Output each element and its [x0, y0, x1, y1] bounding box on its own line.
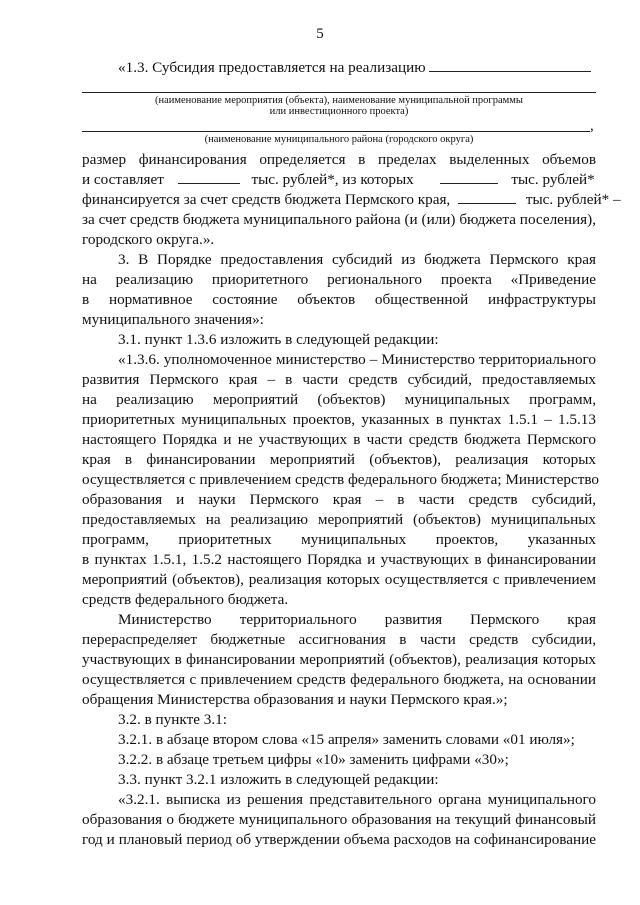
paragraph-line: 3. В Порядке предоставления субсидий из бюджета Пермского края — [118, 251, 596, 268]
paragraph-line: 3.2.2. в абзаце третьем цифры «10» заменить цифрами «30»; — [118, 751, 509, 768]
paragraph-line: на реализацию приоритетного регионального проекта «Приведение — [82, 271, 596, 288]
text-fragment: финансируется за счет средств бюджета Пермского края, — [82, 191, 451, 208]
paragraph-line: за счет средств бюджета муниципального района (и (или) бюджета поселения), — [82, 211, 596, 228]
paragraph-line: обращения Министерства образования и науки Пермского края.»; — [82, 691, 508, 708]
paragraph-line: края в финансировании мероприятий (объектов), реализация которых — [82, 451, 596, 468]
paragraph-line: 3.2.1. в абзаце втором слова «15 апреля» заменить словами «01 июля»; — [118, 731, 575, 748]
text-fragment: тыс. рублей*, из которых — [251, 171, 414, 188]
paragraph-line: 3.3. пункт 3.2.1 изложить в следующей редакции: — [118, 771, 439, 788]
blank-field — [178, 170, 240, 184]
paragraph-line: мероприятий (объектов), реализация которых осуществляется с привлечением — [82, 571, 596, 588]
paragraph-line — [82, 170, 596, 190]
paragraph-line: «3.2.1. выписка из решения представительного органа муниципального — [118, 791, 596, 808]
paragraph-line: развития Пермского края – в части средств субсидий, предоставляемых — [82, 371, 596, 388]
paragraph-line: 3.2. в пункте 3.1: — [118, 711, 227, 728]
comma: , — [590, 118, 594, 134]
blank-field — [440, 170, 498, 184]
caption-line: или инвестиционного проекта) — [269, 106, 409, 117]
paragraph-line: осуществляется с привлечением средств федерального бюджета, на основании — [82, 671, 596, 688]
text-fragment: тыс. рублей* – — [525, 191, 621, 208]
paragraph-line: образования и науки Пермского края – в части средств субсидий, — [82, 491, 596, 508]
text-1-3: «1.3. Субсидия предоставляется на реализацию — [118, 59, 426, 76]
blank-field — [458, 190, 516, 204]
paragraph-line: образования о бюджете муниципального образования на текущий финансовый — [82, 811, 596, 828]
paragraph-line: осуществляется с привлечением средств федерального бюджета; Министерство — [82, 471, 600, 488]
paragraph-line: настоящего Порядка и не участвующих в части средств бюджета Пермского — [82, 431, 596, 448]
blank-field — [429, 58, 591, 72]
paragraph-line: размер финансирования определяется в пределах выделенных объемов — [82, 151, 596, 168]
paragraph-line: в нормативное состояние объектов общественной инфраструктуры — [82, 291, 596, 308]
blank-line — [82, 92, 596, 93]
paragraph-line: «1.3.6. уполномоченное министерство – Министерство территориального — [118, 351, 596, 368]
paragraph-line: Министерство территориального развития Пермского края — [118, 611, 596, 628]
paragraph-line: год и плановый период об утверждении объема расходов на софинансирование — [82, 831, 596, 848]
page-number: 5 — [316, 26, 324, 42]
blank-line — [82, 131, 590, 132]
paragraph-line: участвующих в финансировании мероприятий (объектов), реализация которых — [82, 651, 596, 668]
text-fragment: тыс. рублей* — [511, 171, 595, 188]
paragraph-line: на реализацию мероприятий (объектов) муниципальных программ, — [82, 391, 596, 408]
caption-line: (наименование мероприятия (объекта), наименование муниципальной программы — [154, 95, 523, 106]
paragraph-line: в пунктах 1.5.1, 1.5.2 настоящего Порядка и участвующих в финансировании — [82, 551, 596, 568]
paragraph-line: муниципального значения»: — [82, 311, 264, 328]
paragraph-line — [82, 58, 596, 78]
paragraph-line: средств федерального бюджета. — [82, 591, 289, 608]
paragraph-line: 3.1. пункт 1.3.6 изложить в следующей редакции: — [118, 331, 439, 348]
text-fragment: и составляет — [82, 171, 164, 188]
paragraph-line: городского округа.». — [82, 231, 215, 248]
paragraph-line: приоритетных муниципальных проектов, указанных в пунктах 1.5.1 – 1.5.13 — [82, 411, 596, 428]
paragraph-line: предоставляемых на реализацию мероприятий (объектов) муниципальных — [82, 511, 596, 528]
paragraph-line: программ, приоритетных муниципальных проектов, указанных — [82, 531, 596, 548]
caption-line: (наименование муниципального района (городского округа) — [204, 134, 474, 145]
paragraph-line — [82, 190, 621, 210]
paragraph-line: перераспределяет бюджетные ассигнования в части средств субсидии, — [82, 631, 596, 648]
